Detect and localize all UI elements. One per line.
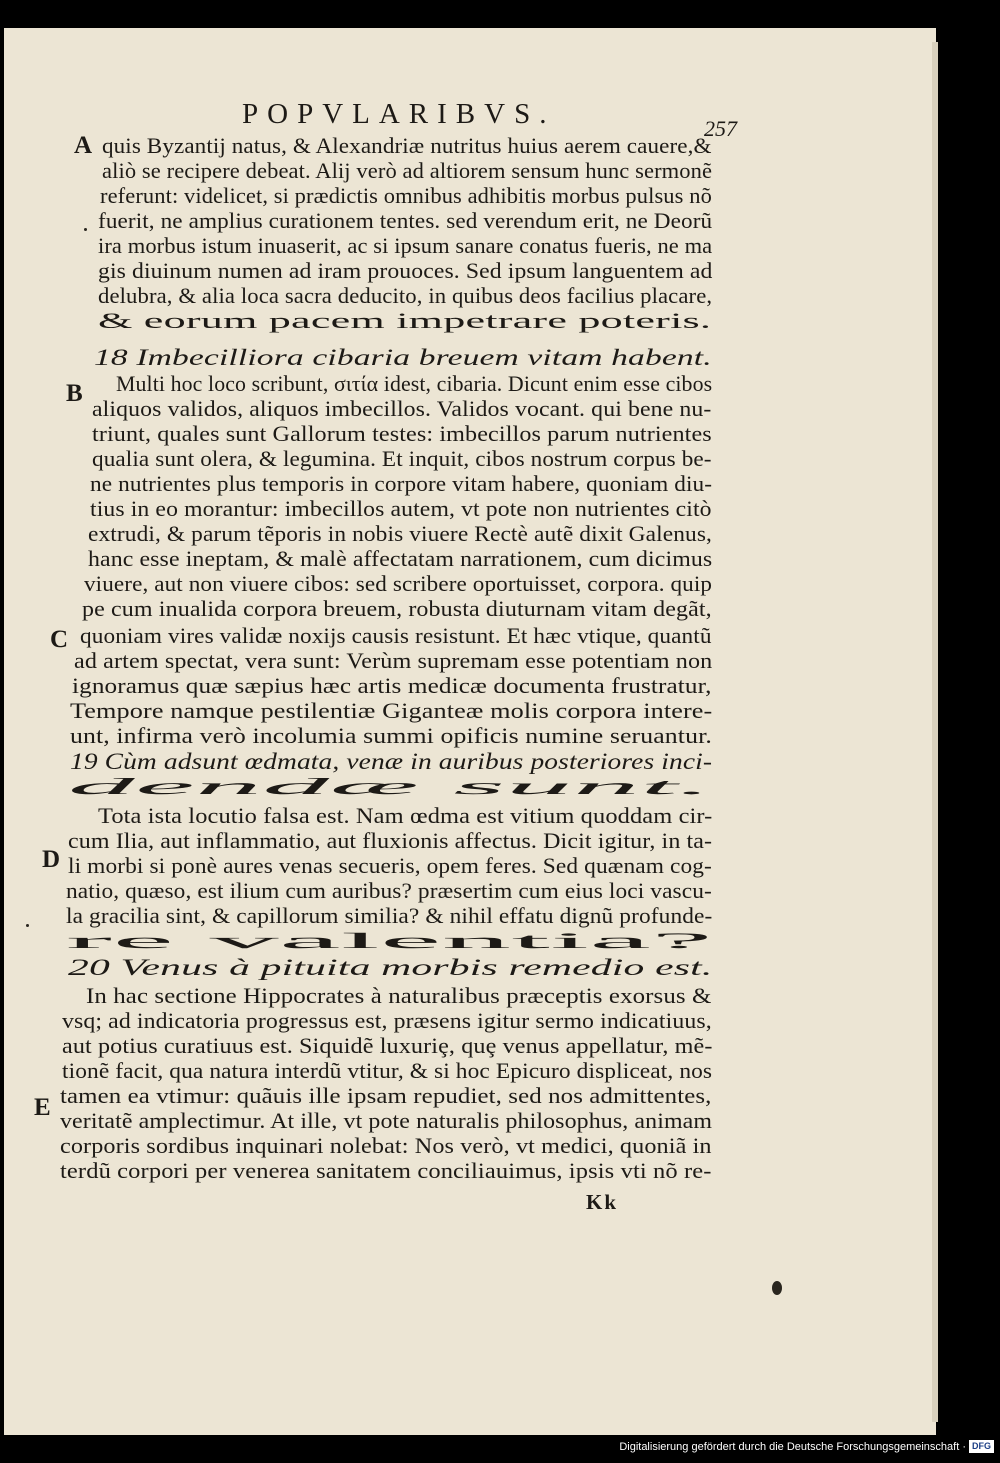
text-line: unt, infirma verò incolumia summi opificis numine seruantur. (70, 723, 712, 748)
text-line: Tota ista locutio falsa est. Nam œdma est vitium quoddam cir- (98, 803, 713, 828)
text-line: & eorum pacem impetrare poteris. (98, 308, 712, 333)
running-title: POPVLARIBVS. (242, 98, 556, 130)
text-line: aliò se recipere debeat. Alij verò ad altiorem sensum hunc sermonẽ (102, 158, 713, 183)
margin-letter-a: A (74, 132, 93, 159)
text-line: corporis sordibus inquinari nolebat: Nos verò, vt medici, quoniã in (60, 1133, 712, 1158)
book-page (4, 28, 936, 1435)
text-line: fuerit, ne amplius curationem tentes. sed verendum erit, ne Deorũ (98, 208, 713, 233)
text-line: triunt, quales sunt Gallorum testes: imbecillos parum nutrientes (92, 421, 712, 446)
text-line: vsq; ad indicatoria progressus est, præsens igitur sermo indicatiuus, (62, 1008, 712, 1033)
text-line: Multi hoc loco scribunt, σιτία idest, cibaria. Dicunt enim esse cibos (116, 371, 713, 396)
text-line: pe cum inualida corpora breuem, robusta diuturnam vitam degãt, (82, 596, 712, 621)
page-text-block (4, 28, 936, 1435)
text-line: qualia sunt olera, & legumina. Et inquit, cibos nostrum corpus be- (92, 446, 712, 471)
text-line: extrudi, & parum tẽporis in nobis viuere Rectè autẽ dixit Galenus, (88, 521, 712, 546)
margin-letter-c: C (50, 626, 69, 653)
signature-mark: Kk (586, 1190, 619, 1214)
margin-letter-d: D (42, 846, 61, 873)
text-line: delubra, & alia loca sacra deducito, in quibus deos facilius placare, (98, 283, 713, 308)
text-line: tius in eo morantur: imbecillos autem, vt pote non nutrientes citò (90, 496, 712, 521)
text-line: veritatẽ amplectimur. At ille, vt pote naturalis philosophus, animam (60, 1108, 713, 1133)
text-line: cum Ilia, aut inflammatio, aut fluxionis affectus. Dicit igitur, in ta- (68, 828, 713, 853)
text-line: gis diuinum numen ad iram prouoces. Sed ipsum languentem ad (98, 258, 713, 283)
ink-spot (772, 1281, 782, 1295)
ink-speck (84, 228, 87, 231)
text-line: Tempore namque pestilentiæ Giganteæ molis corpora intere- (70, 698, 713, 723)
text-line: quoniam vires validæ noxijs causis resistunt. Et hæc vtique, quantũ (80, 623, 712, 648)
text-line: tamen ea vtimur: quãuis ille ipsam repudiet, sed nos admittentes, (60, 1083, 712, 1108)
text-line: ignoramus quæ sæpius hæc artis medicæ documenta frustratur, (72, 673, 712, 698)
text-line: tionẽ facit, qua natura interdũ vtitur, & si hoc Epicuro displiceat, nos (62, 1058, 713, 1083)
aphorism-heading-20: 20 Venus à pituita morbis remedio est. (68, 955, 713, 980)
text-line: viuere, aut non viuere cibos: sed scribere oportuisset, corpora. quip (84, 571, 713, 596)
text-line: ira morbus istum inuaserit, ac si ipsum sanare conatus fueris, ne ma (98, 233, 713, 258)
margin-letter-b: B (66, 380, 83, 407)
text-line: ad artem spectat, vera sunt: Verùm supremam esse potentiam non (74, 648, 713, 673)
text-line: hanc esse ineptam, & malè affectatam narrationem, cum dicimus (88, 546, 713, 571)
text-line: re valentia? (66, 928, 714, 953)
dfg-logo: DFG (969, 1440, 994, 1453)
digitization-credit: Digitalisierung gefördert durch die Deutsche Forschungsgemeinschaft · (619, 1441, 966, 1453)
text-line: natio, quæso, est ilium cum auribus? præsertim cum eius loci vascu- (66, 878, 712, 903)
aphorism-heading-19: 19 Cùm adsunt œdmata, venæ in auribus posteriores inci- (70, 749, 713, 774)
page-edge (932, 42, 938, 1422)
page-number: 257 (704, 116, 737, 141)
text-line: aut potius curatiuus est. Siquidẽ luxuriȩ, quȩ venus appellatur, mẽ- (62, 1033, 713, 1058)
text-line: li morbi si ponè aures venas secueris, opem feres. Sed quænam cog- (68, 853, 712, 878)
ink-speck (26, 924, 29, 927)
text-line: ne nutrientes plus temporis in corpore vitam habere, quoniam diu- (90, 471, 713, 496)
text-line: terdũ corpori per venerea sanitatem conciliauimus, ipsis vti nõ re- (60, 1158, 712, 1183)
text-line: quis Byzantij natus, & Alexandriæ nutritus huius aerem cauere,& (102, 133, 712, 158)
text-line: In hac sectione Hippocrates à naturalibus præceptis exorsus & (86, 983, 712, 1008)
aphorism-heading-18: 18 Imbecilliora cibaria breuem vitam habent. (94, 345, 712, 370)
text-line: la gracilia sint, & capillorum similia? & nihil effatu dignũ profunde- (66, 903, 713, 928)
aphorism-heading-19-cont: dendæ sunt. (68, 774, 712, 799)
text-line: referunt: videlicet, si prædictis omnibus adhibitis morbus pulsus nõ (100, 183, 712, 208)
margin-letter-e: E (34, 1094, 51, 1121)
text-line: aliquos validos, aliquos imbecillos. Validos vocant. qui bene nu- (92, 396, 712, 421)
